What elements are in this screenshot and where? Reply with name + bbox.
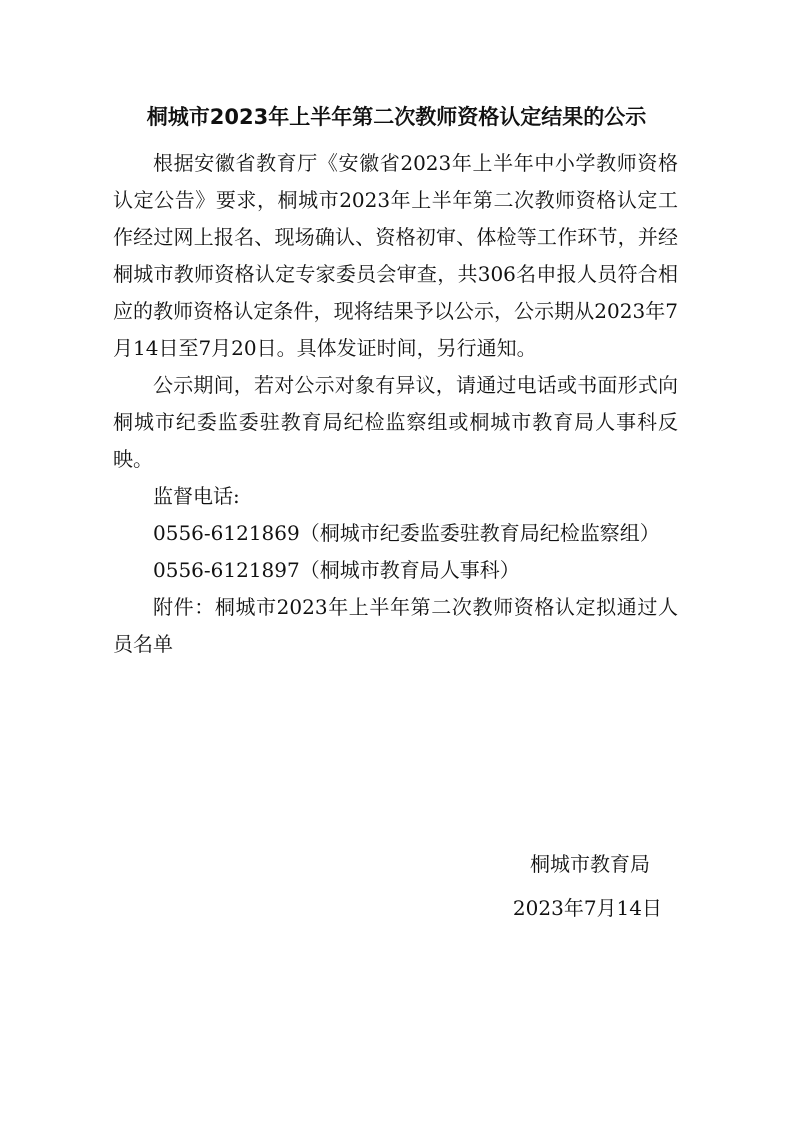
attachment-note: 附件：桐城市2023年上半年第二次教师资格认定拟通过人员名单 bbox=[113, 595, 678, 656]
document-title: 桐城市2023年上半年第二次教师资格认定结果的公示 bbox=[146, 105, 647, 129]
paragraph-announcement: 根据安徽省教育厅《安徽省2023年上半年中小学教师资格认定公告》要求，桐城市2023年上半年第二次教师资格认定工作经过网上报名、现场确认、资格初审、体检等工作环节，并经桐城市教师资格认定专家委员会审查，共306名申报人员符合相应的教师资格认定条件，现将结果予以公示，公示期从2023年7月14日至7月20日。具体发证时间，另行通知。 bbox=[113, 151, 678, 360]
phone-discipline: 0556-6121869（桐城市纪委监委驻教育局纪检监察组） bbox=[153, 521, 660, 545]
phone-personnel: 0556-6121897（桐城市教育局人事科） bbox=[153, 558, 520, 582]
document-body bbox=[113, 145, 678, 663]
supervision-label: 监督电话: bbox=[153, 484, 240, 508]
signature-org: 桐城市教育局 bbox=[530, 852, 650, 876]
paragraph-objection: 公示期间，若对公示对象有异议，请通过电话或书面形式向桐城市纪委监委驻教育局纪检监察组或桐城市教育局人事科反映。 bbox=[113, 373, 678, 471]
signature-date: 2023年7月14日 bbox=[512, 896, 662, 920]
